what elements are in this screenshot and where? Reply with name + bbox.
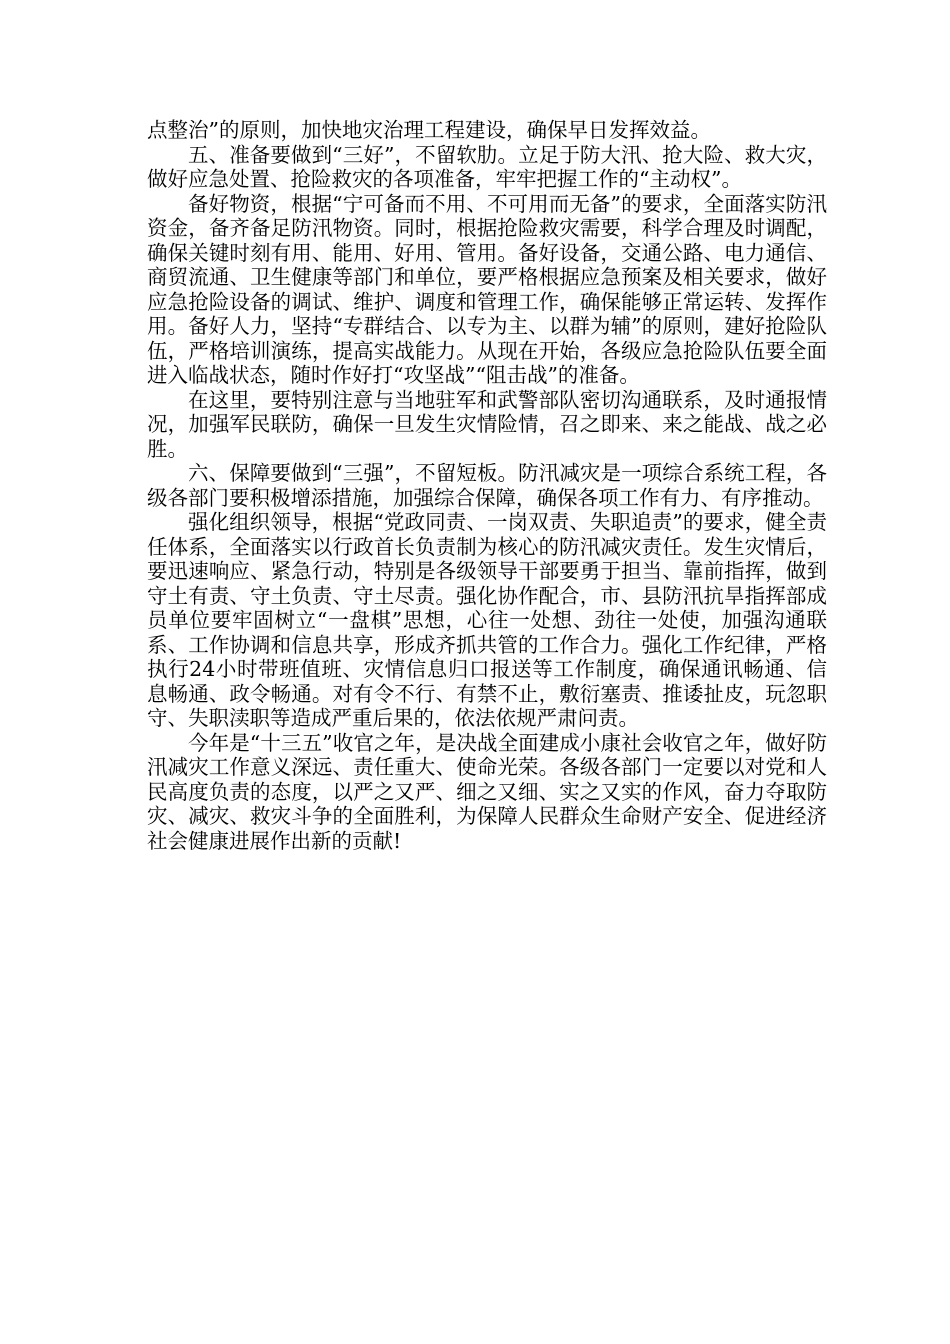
paragraph-strengthen-leadership: 强化组织领导，根据“党政同责、一岗双责、失职追责”的要求，健全责任体系，全面落实以行政首长负责制为核心的防汛减灾责任。发生灾情后，要迅速响应、紧急行动，特别是各级领导干部要勇于担当、靠前指挥，做到守土有责、守土负责、守土尽责。强化协作配合，市、县防汛抗旱指挥部成员单位要牢固树立“一盘棋”思想，心往一处想、劲往一处使，加强沟通联系、工作协调和信息共享，形成齐抓共管的工作合力。强化工作纪律，严格执行24小时带班值班、灾情信息归口报送等工作制度，确保通讯畅通、信息畅通、政令畅通。对有令不行、有禁不止，敷衍塞责、推诿扯皮，玩忽职守、失职渎职等造成严重后果的，依法依规严肃问责。 — [147, 510, 827, 730]
paragraph-section-five: 五、准备要做到“三好”，不留软肋。立足于防大汛、抢大险、救大灾，做好应急处置、抢险救灾的各项准备，牢牢把握工作的“主动权”。 — [147, 142, 827, 191]
paragraph-section-six: 六、保障要做到“三强”，不留短板。防汛减灾是一项综合系统工程，各级各部门要积极增添措施，加强综合保障，确保各项工作有力、有序推动。 — [147, 461, 827, 510]
document-body — [147, 118, 827, 853]
paragraph-continuation: 点整治”的原则，加快地灾治理工程建设，确保早日发挥效益。 — [147, 118, 711, 142]
paragraph-conclusion: 今年是“十三五”收官之年，是决战全面建成小康社会收官之年，做好防汛减灾工作意义深远、责任重大、使命光荣。各级各部门一定要以对党和人民高度负责的态度，以严之又严、细之又细、实之又实的作风，奋力夺取防灾、减灾、救灾斗争的全面胜利，为保障人民群众生命财产安全、促进经济社会健康进展作出新的贡献! — [147, 730, 827, 853]
paragraph-prepare-materials: 备好物资，根据“宁可备而不用、不可用而无备”的要求，全面落实防汛资金，备齐备足防汛物资。同时，根据抢险救灾需要，科学合理及时调配，确保关键时刻有用、能用、好用、管用。备好设备，交通公路、电力通信、商贸流通、卫生健康等部门和单位，要严格根据应急预案及相关要求，做好应急抢险设备的调试、维护、调度和管理工作，确保能够正常运转、发挥作用。备好人力，坚持“专群结合、以专为主、以群为辅”的原则，建好抢险队伍，严格培训演练，提高实战能力。从现在开始，各级应急抢险队伍要全面进入临战状态，随时作好打“攻坚战”“阻击战”的准备。 — [147, 191, 827, 387]
paragraph-military-coordination: 在这里，要特别注意与当地驻军和武警部队密切沟通联系，及时通报情况，加强军民联防，确保一旦发生灾情险情，召之即来、来之能战、战之必胜。 — [147, 387, 827, 461]
